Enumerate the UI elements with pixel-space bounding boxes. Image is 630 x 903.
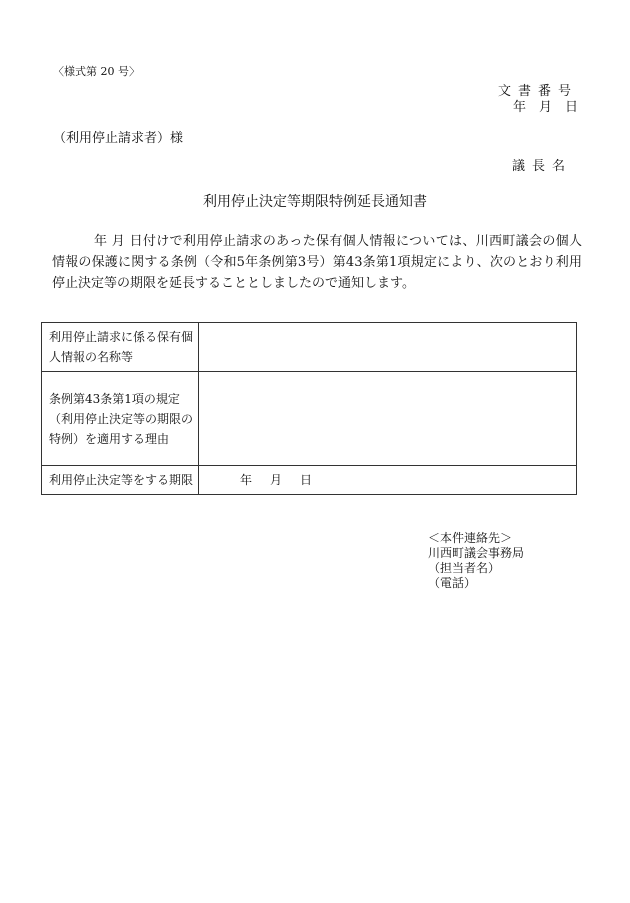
- body-text: 年 月 日付けで利用停止請求のあった保有個人情報については、川西町議会の個人情報の保護に関する条例（令和5年条例第3号）第43条第1項規定により、次のとおり利用停止決定等の期限を延長することとしましたので通知します。: [52, 234, 582, 291]
- contact-phone: （電話）: [428, 576, 477, 590]
- table-row: [42, 323, 577, 372]
- document-number-label: 文書番号: [497, 84, 578, 99]
- issue-date: [513, 96, 578, 115]
- deadline-day: 日: [300, 473, 313, 487]
- form-number: 〈様式第 20 号〉: [53, 65, 140, 78]
- row1-value: [199, 323, 577, 372]
- document-title: 利用停止決定等期限特例延長通知書: [203, 194, 427, 210]
- row3-label: 利用停止決定等をする期限: [42, 466, 199, 495]
- deadline-month: 月: [270, 473, 283, 487]
- info-table: [41, 322, 577, 495]
- issue-date-day: 日: [564, 100, 578, 115]
- row3-value: [199, 466, 577, 495]
- row1-label: 利用停止請求に係る保有個人情報の名称等: [42, 323, 199, 372]
- table-row: [42, 372, 577, 466]
- table-row: [42, 466, 577, 495]
- row2-value: [199, 372, 577, 466]
- contact-person: （担当者名）: [428, 561, 501, 575]
- contact-block: [428, 531, 524, 591]
- contact-heading: ＜本件連絡先＞: [428, 531, 513, 545]
- issue-date-year: 年: [512, 100, 526, 115]
- addressee: （利用停止請求者）様: [53, 131, 184, 146]
- deadline-year: 年: [240, 473, 253, 487]
- row2-label: 条例第43条第1項の規定（利用停止決定等の期限の特例）を適用する理由: [42, 372, 199, 466]
- chair-name: 議長名: [511, 159, 572, 174]
- issue-date-month: 月: [538, 100, 552, 115]
- contact-office: 川西町議会事務局: [428, 546, 525, 560]
